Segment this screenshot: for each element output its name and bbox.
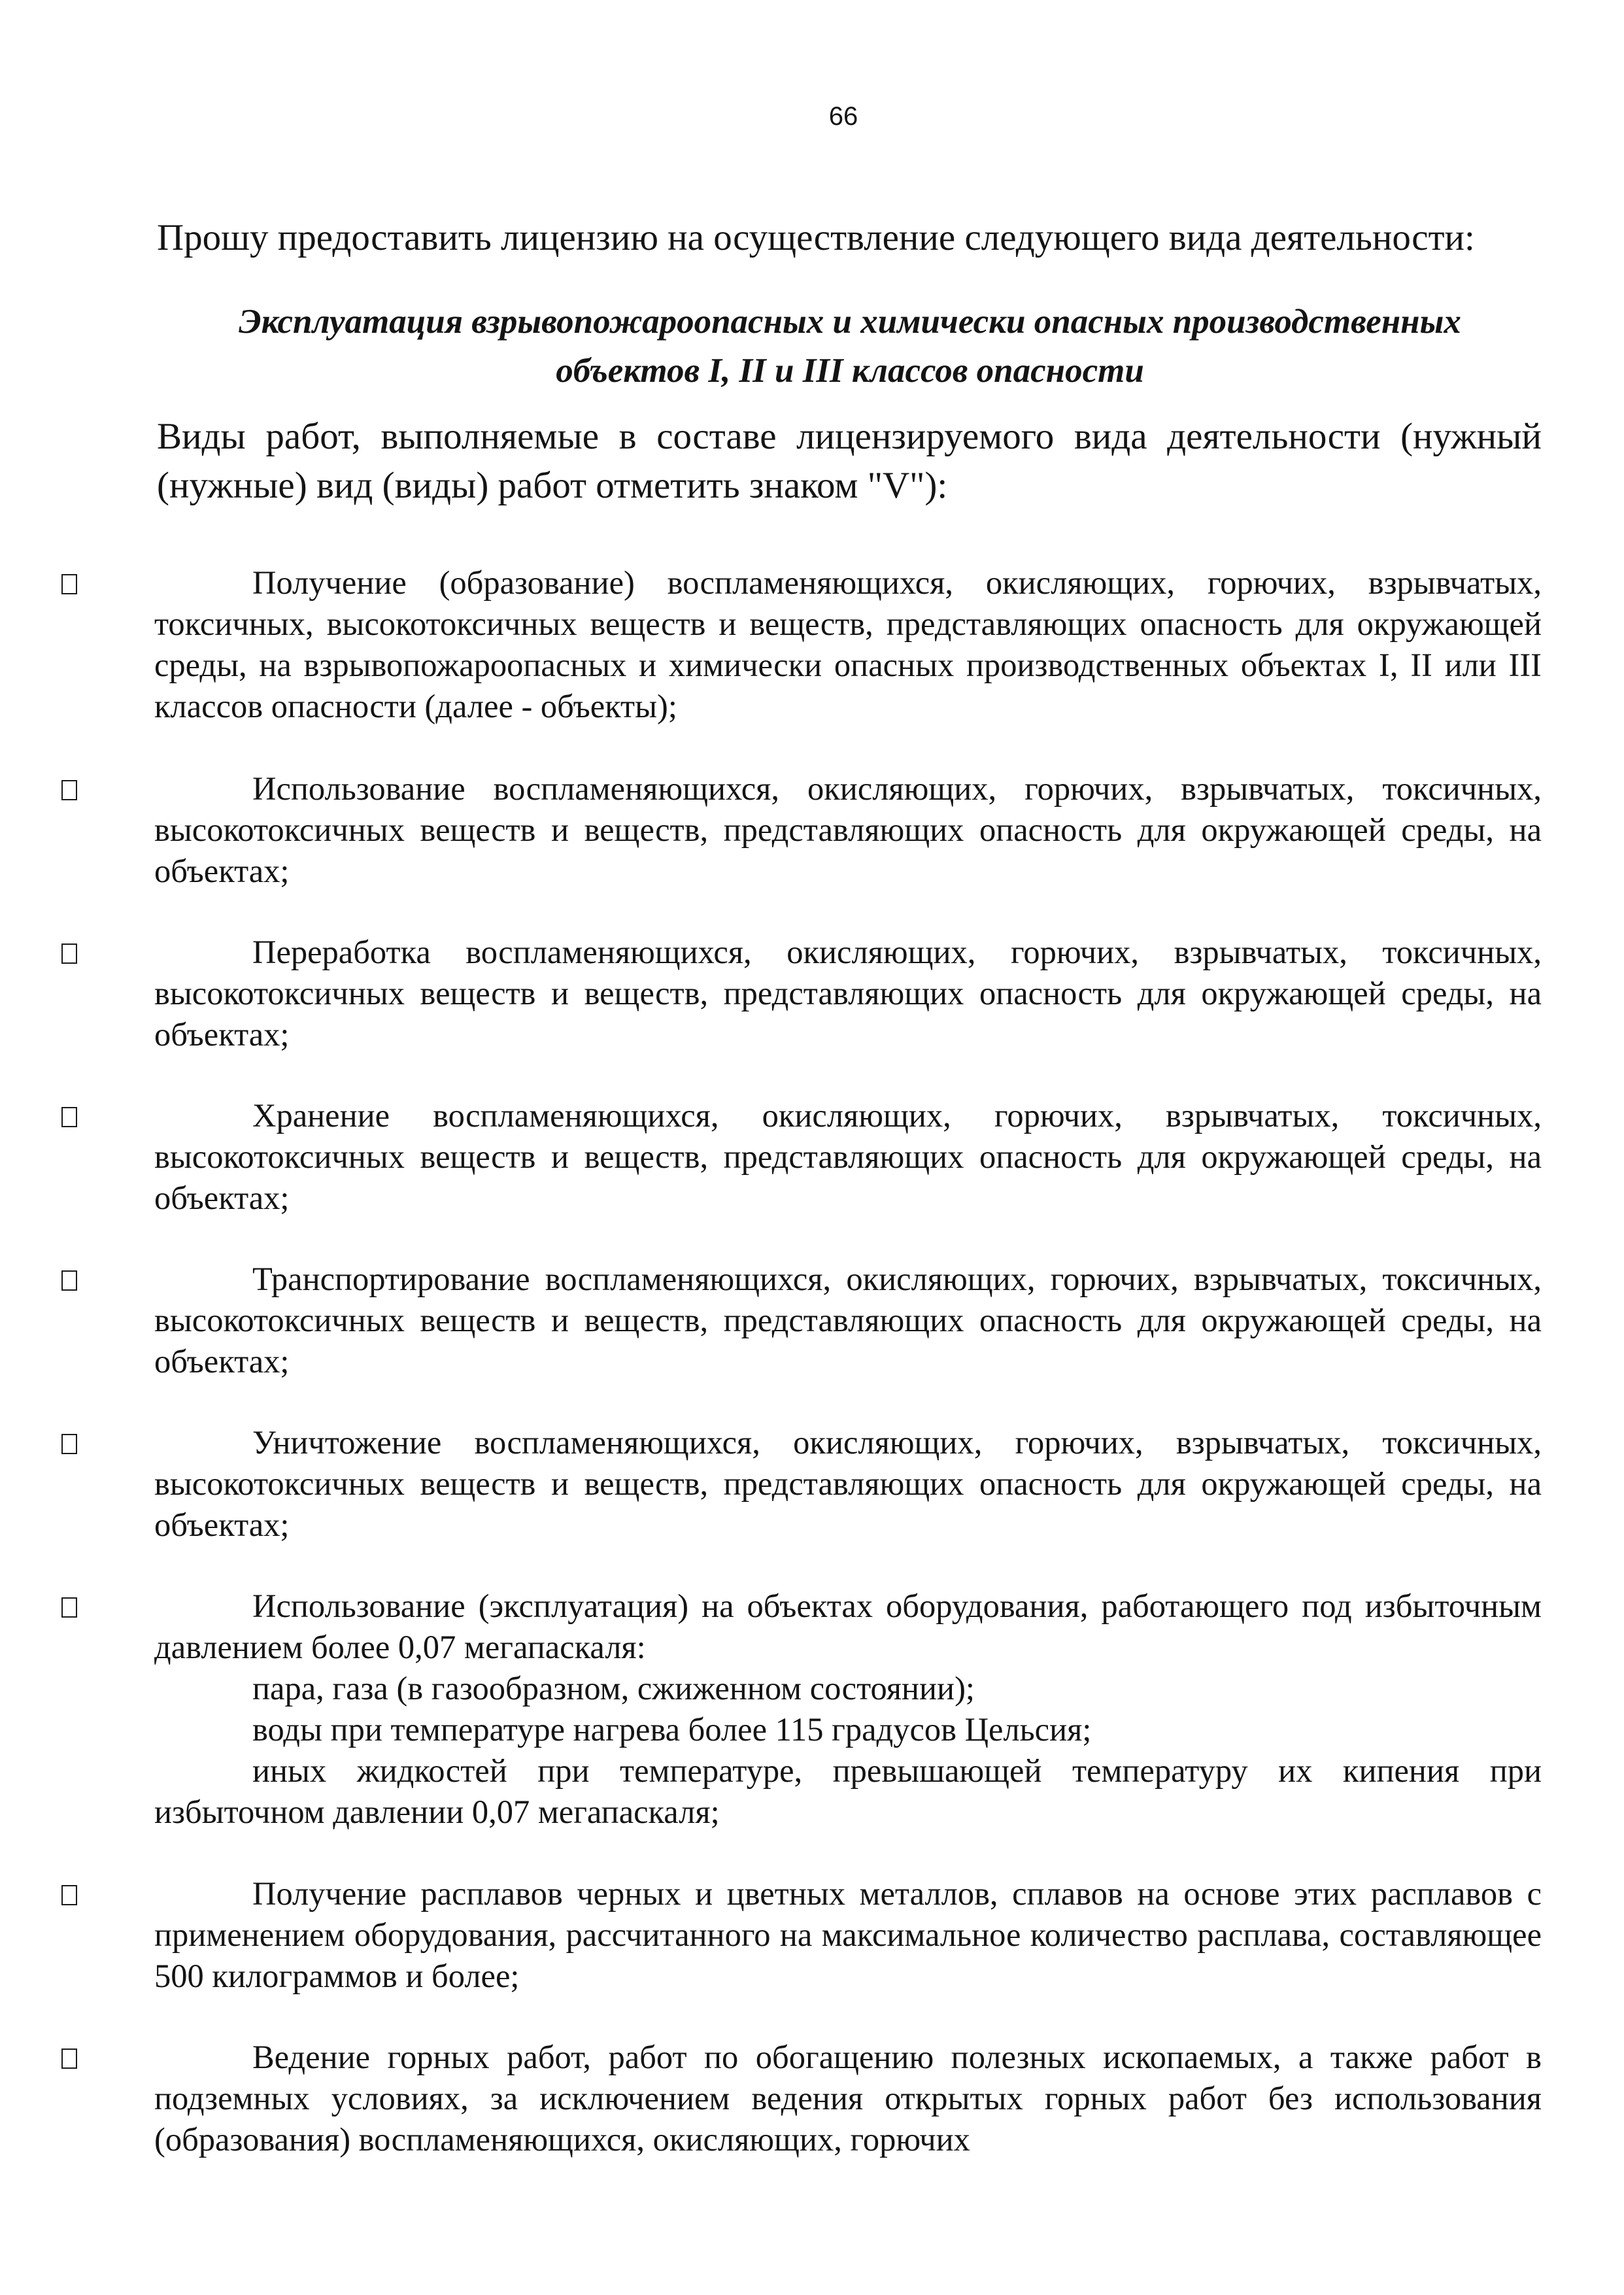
checkbox[interactable] [61, 1434, 77, 1454]
activity-item-text: Ведение горных работ, работ по обогащению полезных ископаемых, а также работ в подземных условиях, за исключением ведения открытых горных работ без использования (образования) воспламеняющихся, окисляющих, горючих [154, 2039, 1542, 2158]
checkbox[interactable] [61, 944, 77, 964]
activity-item-text: Транспортирование воспламеняющихся, окисляющих, горючих, взрывчатых, токсичных, высокотоксичных веществ и веществ, представляющих опасность для окружающей среды, на объектах; [154, 1261, 1542, 1380]
activity-subitem: иных жидкостей при температуре, превышающей температуру их кипения при избыточном давлении 0,07 мегапаскаля; [154, 1752, 1542, 1830]
activity-item-5 [154, 1259, 1542, 1382]
activity-subitem: воды при температуре нагрева более 115 градусов Цельсия; [252, 1711, 1092, 1748]
activity-item-1 [154, 562, 1542, 727]
request-line: Прошу предоставить лицензию на осуществление следующего вида деятельности: [157, 217, 1475, 258]
title-line-2: объектов I, II и III классов опасности [556, 352, 1144, 390]
page-number: 66 [828, 102, 858, 131]
activity-item-8 [154, 1873, 1542, 1997]
checkbox[interactable] [61, 574, 77, 594]
checkbox[interactable] [61, 1885, 77, 1905]
activity-item-text: Хранение воспламеняющихся, окисляющих, горючих, взрывчатых, токсичных, высокотоксичных веществ и веществ, представляющих опасность для окружающей среды, на объектах; [154, 1097, 1542, 1216]
activity-item-6 [154, 1422, 1542, 1546]
activity-item-text: Переработка воспламеняющихся, окисляющих, горючих, взрывчатых, токсичных, высокотоксичных веществ и веществ, представляющих опасность для окружающей среды, на объектах; [154, 934, 1542, 1053]
title-line-1: Эксплуатация взрывопожароопасных и химически опасных производственных [239, 303, 1461, 341]
activity-item-text: Получение (образование) воспламеняющихся, окисляющих, горючих, взрывчатых, токсичных, высокотоксичных веществ и веществ, представляющих опасность для окружающей среды, на взрывопожароопасных и химически опасных производственных объектах I, II или III классов опасности (далее - объекты); [154, 564, 1542, 724]
activity-item-text: Использование воспламеняющихся, окисляющих, горючих, взрывчатых, токсичных, высокотоксичных веществ и веществ, представляющих опасность для окружающей среды, на объектах; [154, 770, 1542, 889]
checkbox[interactable] [61, 2048, 77, 2069]
intro-paragraph: Виды работ, выполняемые в составе лицензируемого вида деятельности (нужный (нужные) вид (виды) работ отметить знаком "V"): [157, 416, 1542, 506]
activity-item-3 [154, 932, 1542, 1055]
activity-subitem: пара, газа (в газообразном, сжиженном состоянии); [252, 1670, 975, 1707]
checkbox[interactable] [61, 780, 77, 800]
activity-item-9 [154, 2037, 1542, 2160]
checkbox[interactable] [61, 1107, 77, 1127]
checkbox[interactable] [61, 1270, 77, 1291]
activity-item-text: Использование (эксплуатация) на объектах оборудования, работающего под избыточным давлением более 0,07 мегапаскаля: [154, 1588, 1542, 1665]
document-title [157, 298, 1543, 396]
checkbox[interactable] [61, 1597, 77, 1618]
activity-item-text: Получение расплавов черных и цветных металлов, сплавов на основе этих расплавов с применением оборудования, рассчитанного на максимальное количество расплава, составляющее 500 килограммов и более; [154, 1875, 1542, 1994]
activity-item-text: Уничтожение воспламеняющихся, окисляющих, горючих, взрывчатых, токсичных, высокотоксичных веществ и веществ, представляющих опасность для окружающей среды, на объектах; [154, 1424, 1542, 1543]
activity-item-4 [154, 1095, 1542, 1219]
activity-item-7 [154, 1586, 1542, 1833]
activity-item-2 [154, 768, 1542, 892]
